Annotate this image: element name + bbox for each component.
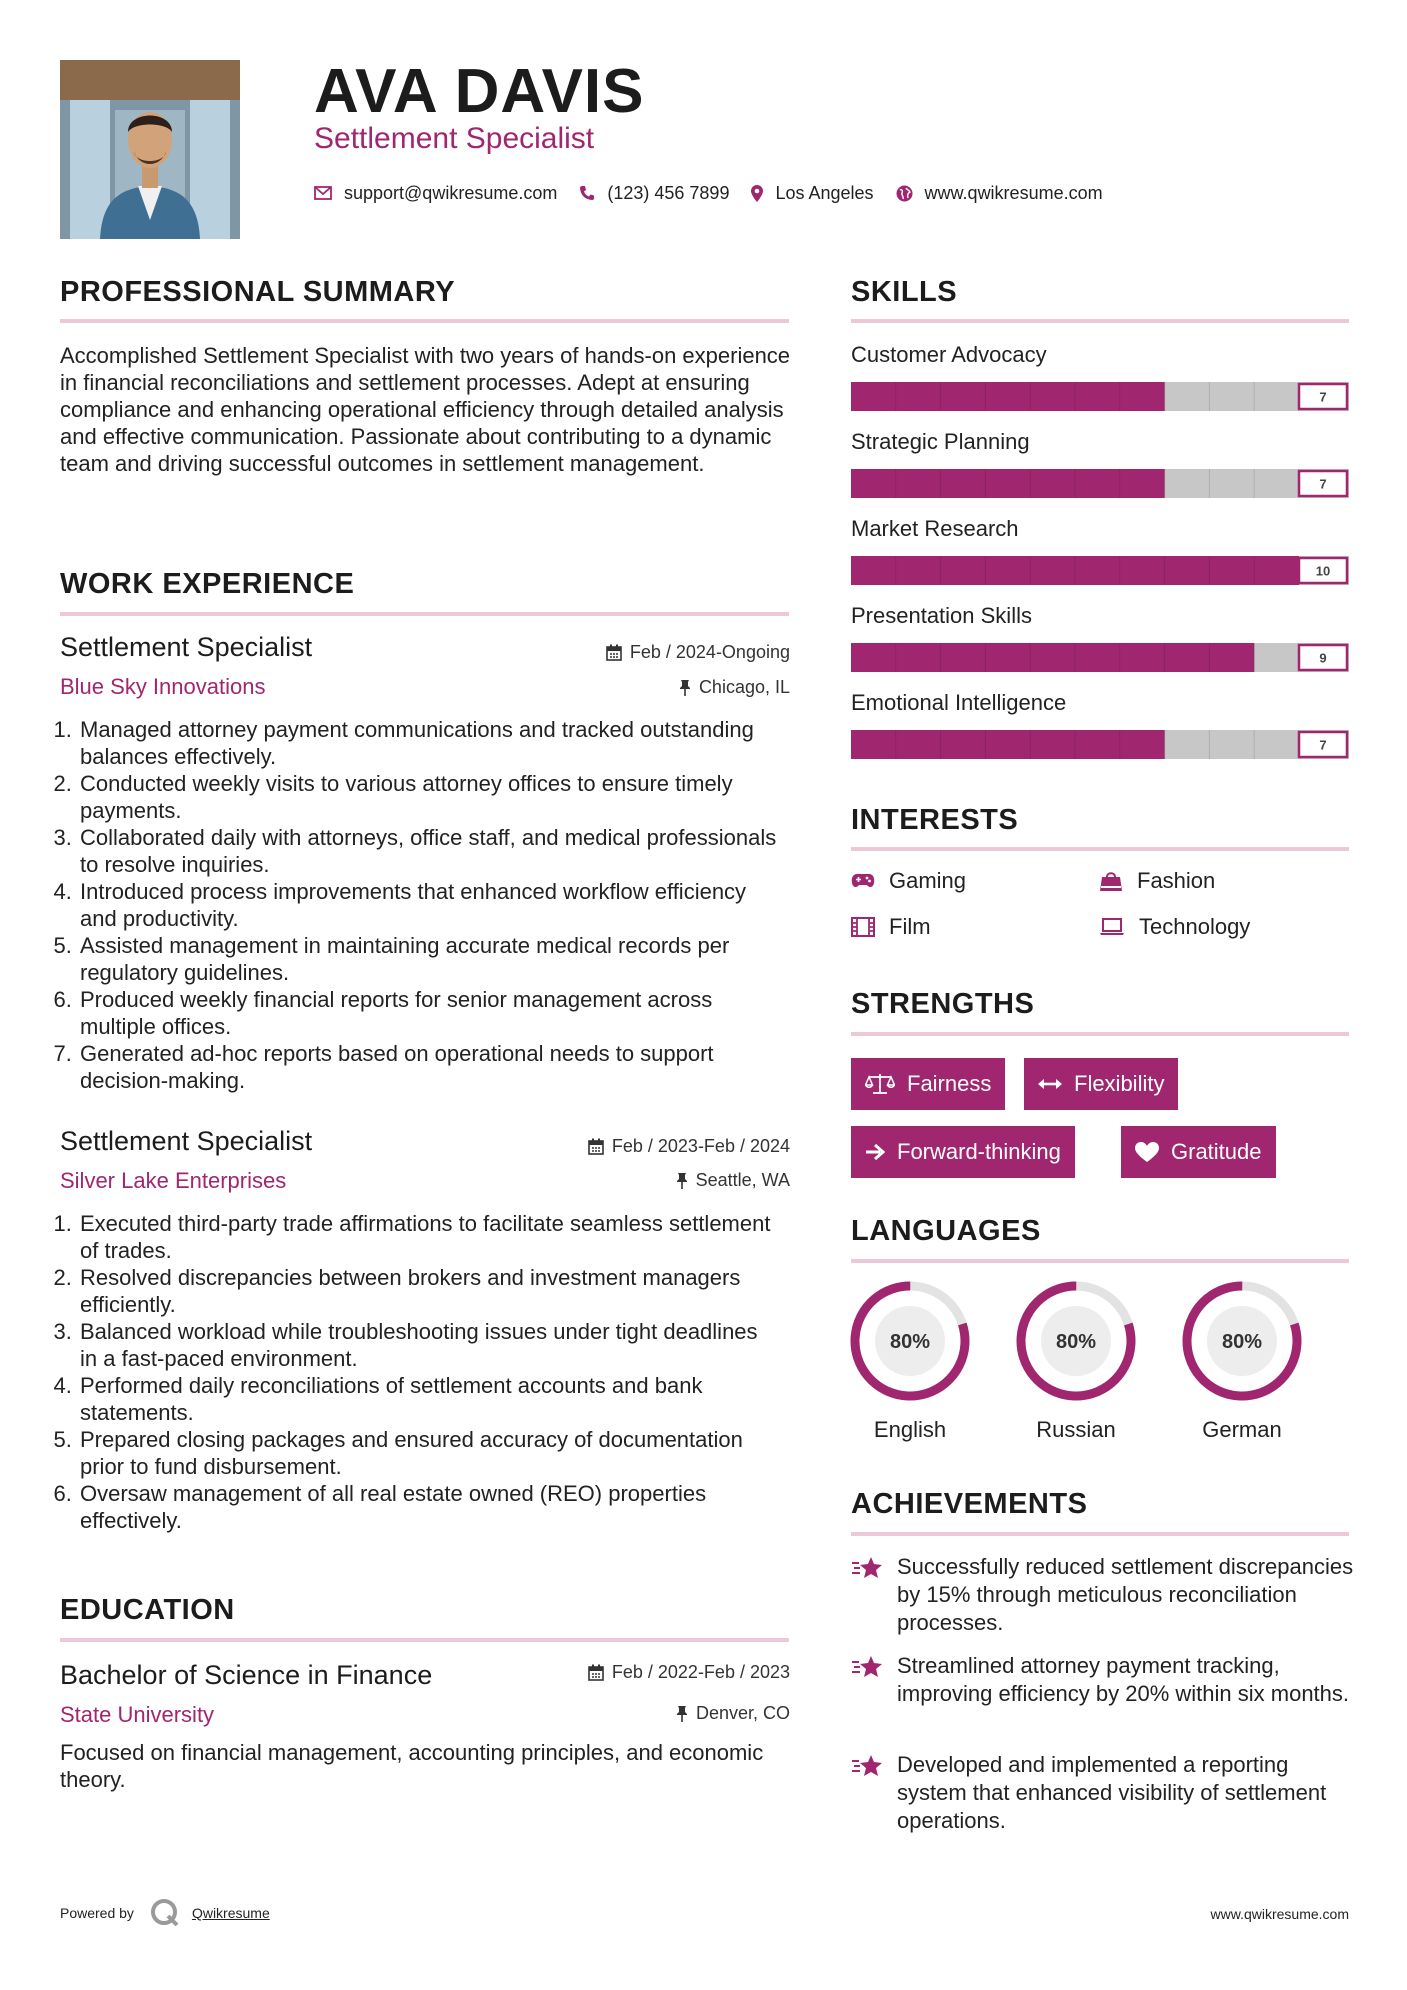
strength-label: Forward-thinking: [897, 1139, 1061, 1164]
interest-item: [1099, 914, 1250, 940]
job-location-text: Chicago, IL: [698, 677, 790, 697]
language-percent: 80%: [889, 1331, 931, 1353]
list-item: 5. Prepared closing packages and ensured accuracy of documentation prior to fund disbursement.: [78, 1426, 780, 1480]
map-marker-icon: [751, 185, 763, 202]
language-name: English: [873, 1417, 947, 1442]
list-item: 6. Oversaw management of all real estate owned (REO) properties effectively.: [78, 1480, 780, 1534]
language-name: Russian: [1036, 1417, 1116, 1442]
interests-rule: [851, 847, 1349, 851]
shooting-star-icon: [851, 1555, 883, 1581]
strength-chip: [851, 1058, 1005, 1110]
arrows-horizontal-icon: [1038, 1077, 1062, 1091]
education-heading: EDUCATION: [60, 1594, 235, 1626]
job-bullets: [60, 716, 780, 1094]
skill-name: Strategic Planning: [851, 429, 1030, 454]
skill-level-value: 7: [1319, 737, 1327, 753]
job-dates: [606, 642, 790, 663]
language-ring-graphic: [1011, 1276, 1141, 1406]
languages-rule: [851, 1259, 1349, 1263]
education-description: Focused on financial management, accounting principles, and economic theory.: [60, 1740, 764, 1792]
skills-heading: SKILLS: [851, 276, 958, 308]
footer-website[interactable]: www.qwikresume.com: [1210, 1906, 1349, 1922]
skill-name: Market Research: [851, 516, 1019, 541]
skill-bar-fill: [851, 730, 1165, 759]
pushpin-icon: [676, 1705, 688, 1722]
skill-bar-fill: [851, 643, 1254, 672]
language-ring-graphic: [845, 1276, 975, 1406]
strength-chip: [1121, 1126, 1276, 1178]
achievement-item: [851, 1652, 1361, 1708]
skill-bar-graphic: [851, 643, 1349, 672]
phone-text: (123) 456 7899: [607, 182, 730, 203]
interest-label: Technology: [1139, 914, 1251, 939]
education-dates-text: Feb / 2022-Feb / 2023: [611, 1662, 790, 1682]
skill-level-value: 7: [1319, 476, 1327, 492]
job-location: [679, 677, 790, 698]
interest-item: [1099, 868, 1215, 894]
skill-bar: [851, 382, 1349, 411]
job-dates-text: Feb / 2024-Ongoing: [629, 642, 790, 662]
achievement-text: Successfully reduced settlement discrepancies by 15% through meticulous reconciliation processes.: [897, 1554, 1354, 1635]
interest-label: Gaming: [889, 868, 967, 893]
language-ring: [1177, 1276, 1307, 1406]
language-ring: [1011, 1276, 1141, 1406]
summary-heading: PROFESSIONAL SUMMARY: [60, 276, 456, 308]
language-name: German: [1202, 1417, 1282, 1442]
experience-heading: WORK EXPERIENCE: [60, 568, 355, 600]
skill-name: Presentation Skills: [851, 603, 1032, 628]
achievement-item: [851, 1553, 1361, 1637]
skill-level-value: 9: [1319, 650, 1327, 666]
pushpin-icon: [679, 679, 691, 696]
achievement-item: [851, 1751, 1361, 1835]
pushpin-icon: [676, 1172, 688, 1189]
job-bullets: [60, 1210, 780, 1534]
skill-bar-graphic: [851, 730, 1349, 759]
skill-name: Customer Advocacy: [851, 342, 1047, 367]
location-text: Los Angeles: [775, 182, 874, 203]
profile-photo: [60, 60, 240, 239]
skill-bar: [851, 643, 1349, 672]
list-item: 4. Introduced process improvements that enhanced workflow efficiency and productivity.: [78, 878, 780, 932]
achievements-heading: ACHIEVEMENTS: [851, 1488, 1088, 1520]
strengths-heading: STRENGTHS: [851, 988, 1035, 1020]
heart-icon: [1135, 1142, 1159, 1163]
envelope-icon: [314, 186, 332, 200]
job-location-text: Seattle, WA: [695, 1170, 790, 1190]
list-item: 1. Executed third-party trade affirmations to facilitate seamless settlement of trades.: [78, 1210, 780, 1264]
strengths-rule: [851, 1032, 1349, 1036]
arrow-right-icon: [865, 1143, 885, 1161]
skill-level-value: 7: [1319, 389, 1327, 405]
candidate-role: Settlement Specialist: [314, 122, 595, 155]
job-dates: [588, 1136, 790, 1157]
skill-bar-fill: [851, 382, 1165, 411]
achievements-rule: [851, 1532, 1349, 1536]
contact-location: [751, 183, 873, 204]
summary-rule: [60, 319, 789, 323]
powered-by-text: Powered by: [60, 1905, 134, 1921]
calendar-icon: [588, 1664, 604, 1681]
list-item: 3. Collaborated daily with attorneys, office staff, and medical professionals to resolve inquiries.: [78, 824, 780, 878]
job-title: Settlement Specialist: [60, 1126, 313, 1156]
skill-bar-graphic: [851, 382, 1349, 411]
skill-bar-graphic: [851, 469, 1349, 498]
globe-icon: [896, 185, 913, 202]
shopping-bag-icon: [1099, 870, 1123, 892]
gamepad-icon: [851, 873, 875, 889]
strength-label: Flexibility: [1074, 1071, 1165, 1096]
contact-bar: [314, 178, 1125, 208]
education-rule: [60, 1638, 789, 1642]
skill-level-value: 10: [1315, 563, 1331, 579]
contact-website[interactable]: [896, 183, 1103, 204]
school-name: State University: [60, 1702, 215, 1727]
strength-label: Fairness: [907, 1071, 992, 1096]
list-item: 1. Managed attorney payment communications and tracked outstanding balances effectively.: [78, 716, 780, 770]
contact-phone[interactable]: [579, 183, 729, 204]
film-icon: [851, 917, 875, 937]
degree-title: Bachelor of Science in Finance: [60, 1660, 433, 1690]
phone-icon: [579, 185, 595, 201]
calendar-icon: [606, 644, 622, 661]
laptop-icon: [1099, 918, 1125, 936]
languages-heading: LANGUAGES: [851, 1215, 1041, 1247]
shooting-star-icon: [851, 1654, 883, 1680]
skill-bar: [851, 556, 1349, 585]
language-ring: [845, 1276, 975, 1406]
balance-scale-icon: [865, 1073, 895, 1095]
strength-chip: [851, 1126, 1075, 1178]
footer-powered-by: [60, 1898, 270, 1928]
job-title: Settlement Specialist: [60, 632, 313, 662]
interest-item: [851, 868, 966, 894]
job-location: [676, 1170, 790, 1191]
shooting-star-icon: [851, 1753, 883, 1779]
language-percent: 80%: [1055, 1331, 1097, 1353]
email-text: support@qwikresume.com: [344, 182, 558, 203]
skill-bar-graphic: [851, 556, 1349, 585]
company-name: Blue Sky Innovations: [60, 674, 266, 699]
education-location: [676, 1703, 790, 1724]
calendar-icon: [588, 1138, 604, 1155]
education-location-text: Denver, CO: [695, 1703, 790, 1723]
language-percent: 80%: [1221, 1331, 1263, 1353]
brand-link[interactable]: Qwikresume: [191, 1905, 270, 1921]
interest-item: [851, 914, 931, 940]
skill-bar: [851, 730, 1349, 759]
contact-email[interactable]: [314, 183, 557, 204]
experience-rule: [60, 612, 789, 616]
achievement-text: Streamlined attorney payment tracking, improving efficiency by 20% within six months.: [897, 1653, 1350, 1706]
candidate-name: AVA DAVIS: [314, 57, 645, 126]
skill-bar: [851, 469, 1349, 498]
strength-chip: [1024, 1058, 1178, 1110]
interest-label: Fashion: [1137, 868, 1216, 893]
achievement-text: Developed and implemented a reporting system that enhanced visibility of settlement operations.: [897, 1752, 1327, 1833]
website-text: www.qwikresume.com: [924, 182, 1103, 203]
company-name: Silver Lake Enterprises: [60, 1168, 287, 1193]
list-item: 4. Performed daily reconciliations of settlement accounts and bank statements.: [78, 1372, 780, 1426]
qwikresume-logo-icon: [150, 1898, 180, 1928]
interest-label: Film: [889, 914, 931, 939]
list-item: 7. Generated ad-hoc reports based on operational needs to support decision-making.: [78, 1040, 780, 1094]
job-dates-text: Feb / 2023-Feb / 2024: [611, 1136, 790, 1156]
skill-name: Emotional Intelligence: [851, 690, 1067, 715]
skills-rule: [851, 319, 1349, 323]
education-dates: [588, 1662, 790, 1683]
skill-bar-fill: [851, 469, 1165, 498]
list-item: 2. Resolved discrepancies between brokers and investment managers efficiently.: [78, 1264, 780, 1318]
interests-heading: INTERESTS: [851, 804, 1019, 836]
list-item: 2. Conducted weekly visits to various attorney offices to ensure timely payments.: [78, 770, 780, 824]
summary-text: Accomplished Settlement Specialist with two years of hands-on experience in financial reconciliations and settlement processes. Adept at ensuring compliance and enhancing operational efficiency through detailed analysis and effective communication. Passionate about contributing to a dynamic team and driving successful outcomes in settlement management.: [60, 343, 791, 476]
strength-label: Gratitude: [1171, 1139, 1262, 1164]
list-item: 5. Assisted management in maintaining accurate medical records per regulatory guidelines.: [78, 932, 780, 986]
language-ring-graphic: [1177, 1276, 1307, 1406]
list-item: 6. Produced weekly financial reports for senior management across multiple offices.: [78, 986, 780, 1040]
list-item: 3. Balanced workload while troubleshooting issues under tight deadlines in a fast-paced environment.: [78, 1318, 780, 1372]
